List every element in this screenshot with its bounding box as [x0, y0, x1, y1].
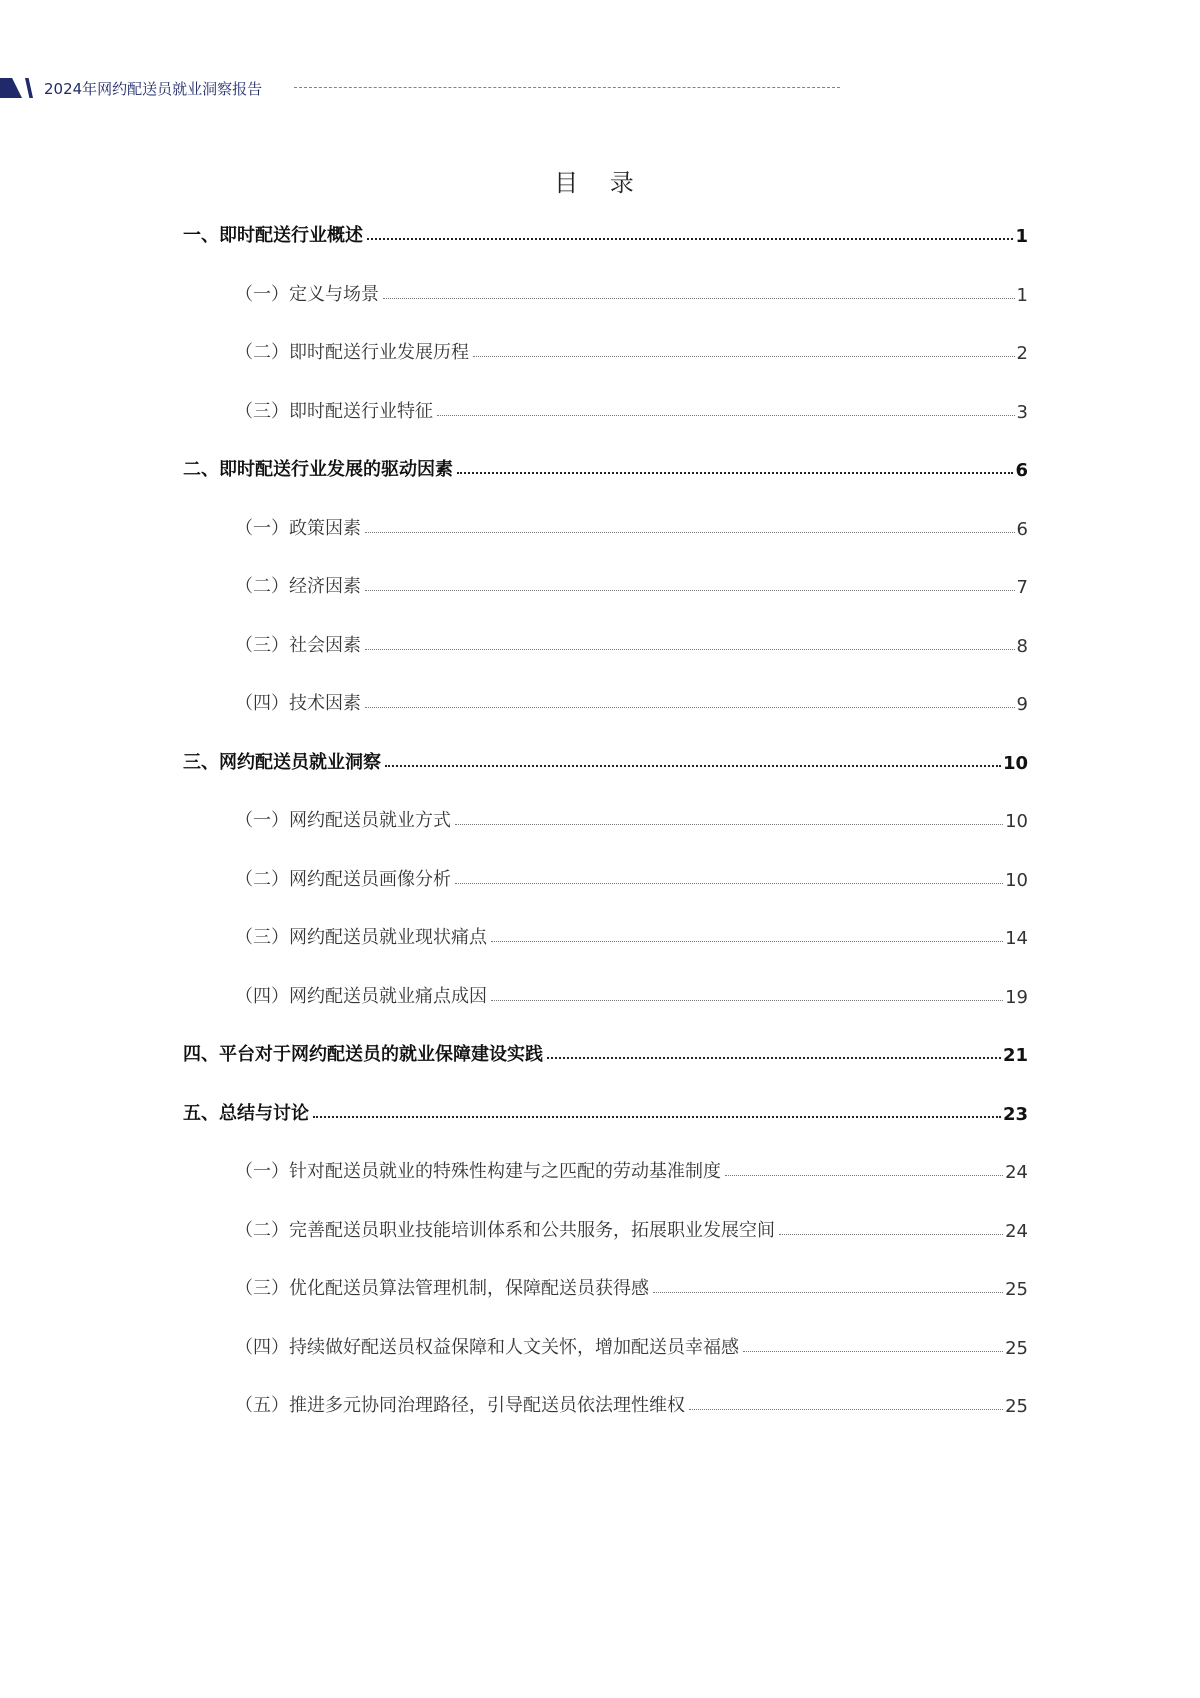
toc-title: 目 录 [554, 169, 646, 197]
toc-entry-label: 五、总结与讨论 [183, 1102, 309, 1124]
toc-page-number: 21 [1002, 1045, 1028, 1066]
toc-section-entry[interactable] [183, 802, 1028, 832]
toc-dot-leader [383, 298, 1015, 299]
toc-page-number: 9 [1016, 694, 1028, 715]
toc-dot-leader [491, 941, 1003, 942]
toc-dot-leader [743, 1351, 1003, 1352]
toc-page-number: 1 [1015, 226, 1028, 247]
toc-entry-label: （二）网约配送员画像分析 [235, 868, 451, 890]
toc-entry-label: （三）即时配送行业特征 [235, 400, 433, 422]
toc-section-entry[interactable] [183, 510, 1028, 540]
toc-entry-label: 二、即时配送行业发展的驱动因素 [183, 459, 453, 480]
toc-page-number: 1 [1016, 284, 1028, 306]
toc-entry-label: （二）完善配送员职业技能培训体系和公共服务，拓展职业发展空间 [235, 1219, 775, 1241]
toc-page-number: 25 [1005, 1279, 1028, 1300]
toc-section-entry[interactable] [183, 568, 1028, 598]
toc-section-entry[interactable] [183, 1329, 1028, 1359]
toc-dot-leader [689, 1409, 1003, 1410]
toc-entry-label: 四、平台对于网约配送员的就业保障建设实践 [183, 1044, 543, 1065]
toc-page-number: 25 [1005, 1337, 1028, 1359]
toc-chapter-entry[interactable] [183, 451, 1028, 481]
toc-dot-leader [365, 590, 1015, 591]
toc-page-number: 2 [1016, 343, 1028, 364]
toc-page-number: 6 [1015, 460, 1028, 481]
toc-entry-label: （二）经济因素 [235, 576, 361, 597]
toc-page-number: 10 [1005, 869, 1028, 891]
toc-page-number: 25 [1005, 1396, 1028, 1417]
toc-section-entry[interactable] [183, 1153, 1028, 1183]
toc-dot-leader [455, 824, 1003, 825]
toc-dot-leader [725, 1175, 1003, 1176]
toc-dot-leader [313, 1116, 1001, 1118]
toc-section-entry[interactable] [183, 919, 1028, 949]
header-dashed-rule [294, 87, 840, 88]
toc-entry-label: （四）持续做好配送员权益保障和人文关怀，增加配送员幸福感 [235, 1336, 739, 1358]
toc-entry-label: （四）网约配送员就业痛点成因 [235, 985, 487, 1007]
toc-dot-leader [365, 532, 1015, 533]
page-header [0, 70, 860, 100]
toc-entry-label: （三）网约配送员就业现状痛点 [235, 927, 487, 948]
toc-dot-leader [385, 765, 1001, 767]
toc-entry-label: （二）即时配送行业发展历程 [235, 342, 469, 363]
toc-section-entry[interactable] [183, 685, 1028, 715]
toc-entry-label: 一、即时配送行业概述 [183, 225, 363, 246]
toc-entry-label: （四）技术因素 [235, 693, 361, 714]
toc-dot-leader [491, 1000, 1003, 1001]
toc-page-number: 23 [1002, 1103, 1028, 1125]
toc-dot-leader [367, 238, 1013, 240]
toc-entry-label: （三）社会因素 [235, 634, 361, 656]
toc-entry-label: （一）定义与场景 [235, 283, 379, 305]
toc-section-entry[interactable] [183, 334, 1028, 364]
toc-page-number: 10 [1005, 811, 1028, 832]
toc-page-number: 8 [1016, 635, 1028, 657]
toc-entry-label: （三）优化配送员算法管理机制，保障配送员获得感 [235, 1278, 649, 1299]
toc-chapter-entry[interactable] [183, 1095, 1028, 1125]
toc-section-entry[interactable] [183, 1212, 1028, 1242]
toc-page-number: 19 [1005, 986, 1028, 1008]
toc-dot-leader [365, 707, 1015, 708]
toc-entry-label: 三、网约配送员就业洞察 [183, 751, 381, 773]
toc-entry-label: （五）推进多元协同治理路径，引导配送员依法理性维权 [235, 1395, 685, 1416]
toc-page-number: 6 [1016, 518, 1028, 540]
toc-section-entry[interactable] [183, 393, 1028, 423]
toc-section-entry[interactable] [183, 1387, 1028, 1417]
toc-section-entry[interactable] [183, 276, 1028, 306]
header-accent-bar [0, 78, 22, 98]
toc-dot-leader [547, 1057, 1001, 1059]
toc-entry-label: （一）政策因素 [235, 517, 361, 539]
toc-dot-leader [779, 1234, 1003, 1235]
toc-chapter-entry[interactable] [183, 1036, 1028, 1066]
toc-dot-leader [455, 883, 1003, 884]
toc-section-entry[interactable] [183, 861, 1028, 891]
toc-chapter-entry[interactable] [183, 744, 1028, 774]
toc-page-number: 3 [1016, 401, 1028, 423]
toc-page-number: 24 [1005, 1162, 1028, 1183]
toc-section-entry[interactable] [183, 1270, 1028, 1300]
toc-page-number: 24 [1005, 1220, 1028, 1242]
toc-entry-label: （一）网约配送员就业方式 [235, 810, 451, 831]
toc-dot-leader [437, 415, 1015, 416]
toc-dot-leader [457, 472, 1013, 474]
toc-chapter-entry[interactable] [183, 217, 1028, 247]
toc-page-number: 7 [1016, 577, 1028, 598]
toc-dot-leader [473, 356, 1015, 357]
toc-section-entry[interactable] [183, 627, 1028, 657]
report-title: 2024年网约配送员就业洞察报告 [44, 80, 263, 98]
toc-page-number: 14 [1005, 928, 1028, 949]
toc-entry-label: （一）针对配送员就业的特殊性构建与之匹配的劳动基准制度 [235, 1161, 721, 1182]
header-accent-slash [25, 78, 33, 98]
toc-dot-leader [365, 649, 1015, 650]
toc-dot-leader [653, 1292, 1003, 1293]
toc-section-entry[interactable] [183, 978, 1028, 1008]
toc-page-number: 10 [1002, 752, 1028, 774]
